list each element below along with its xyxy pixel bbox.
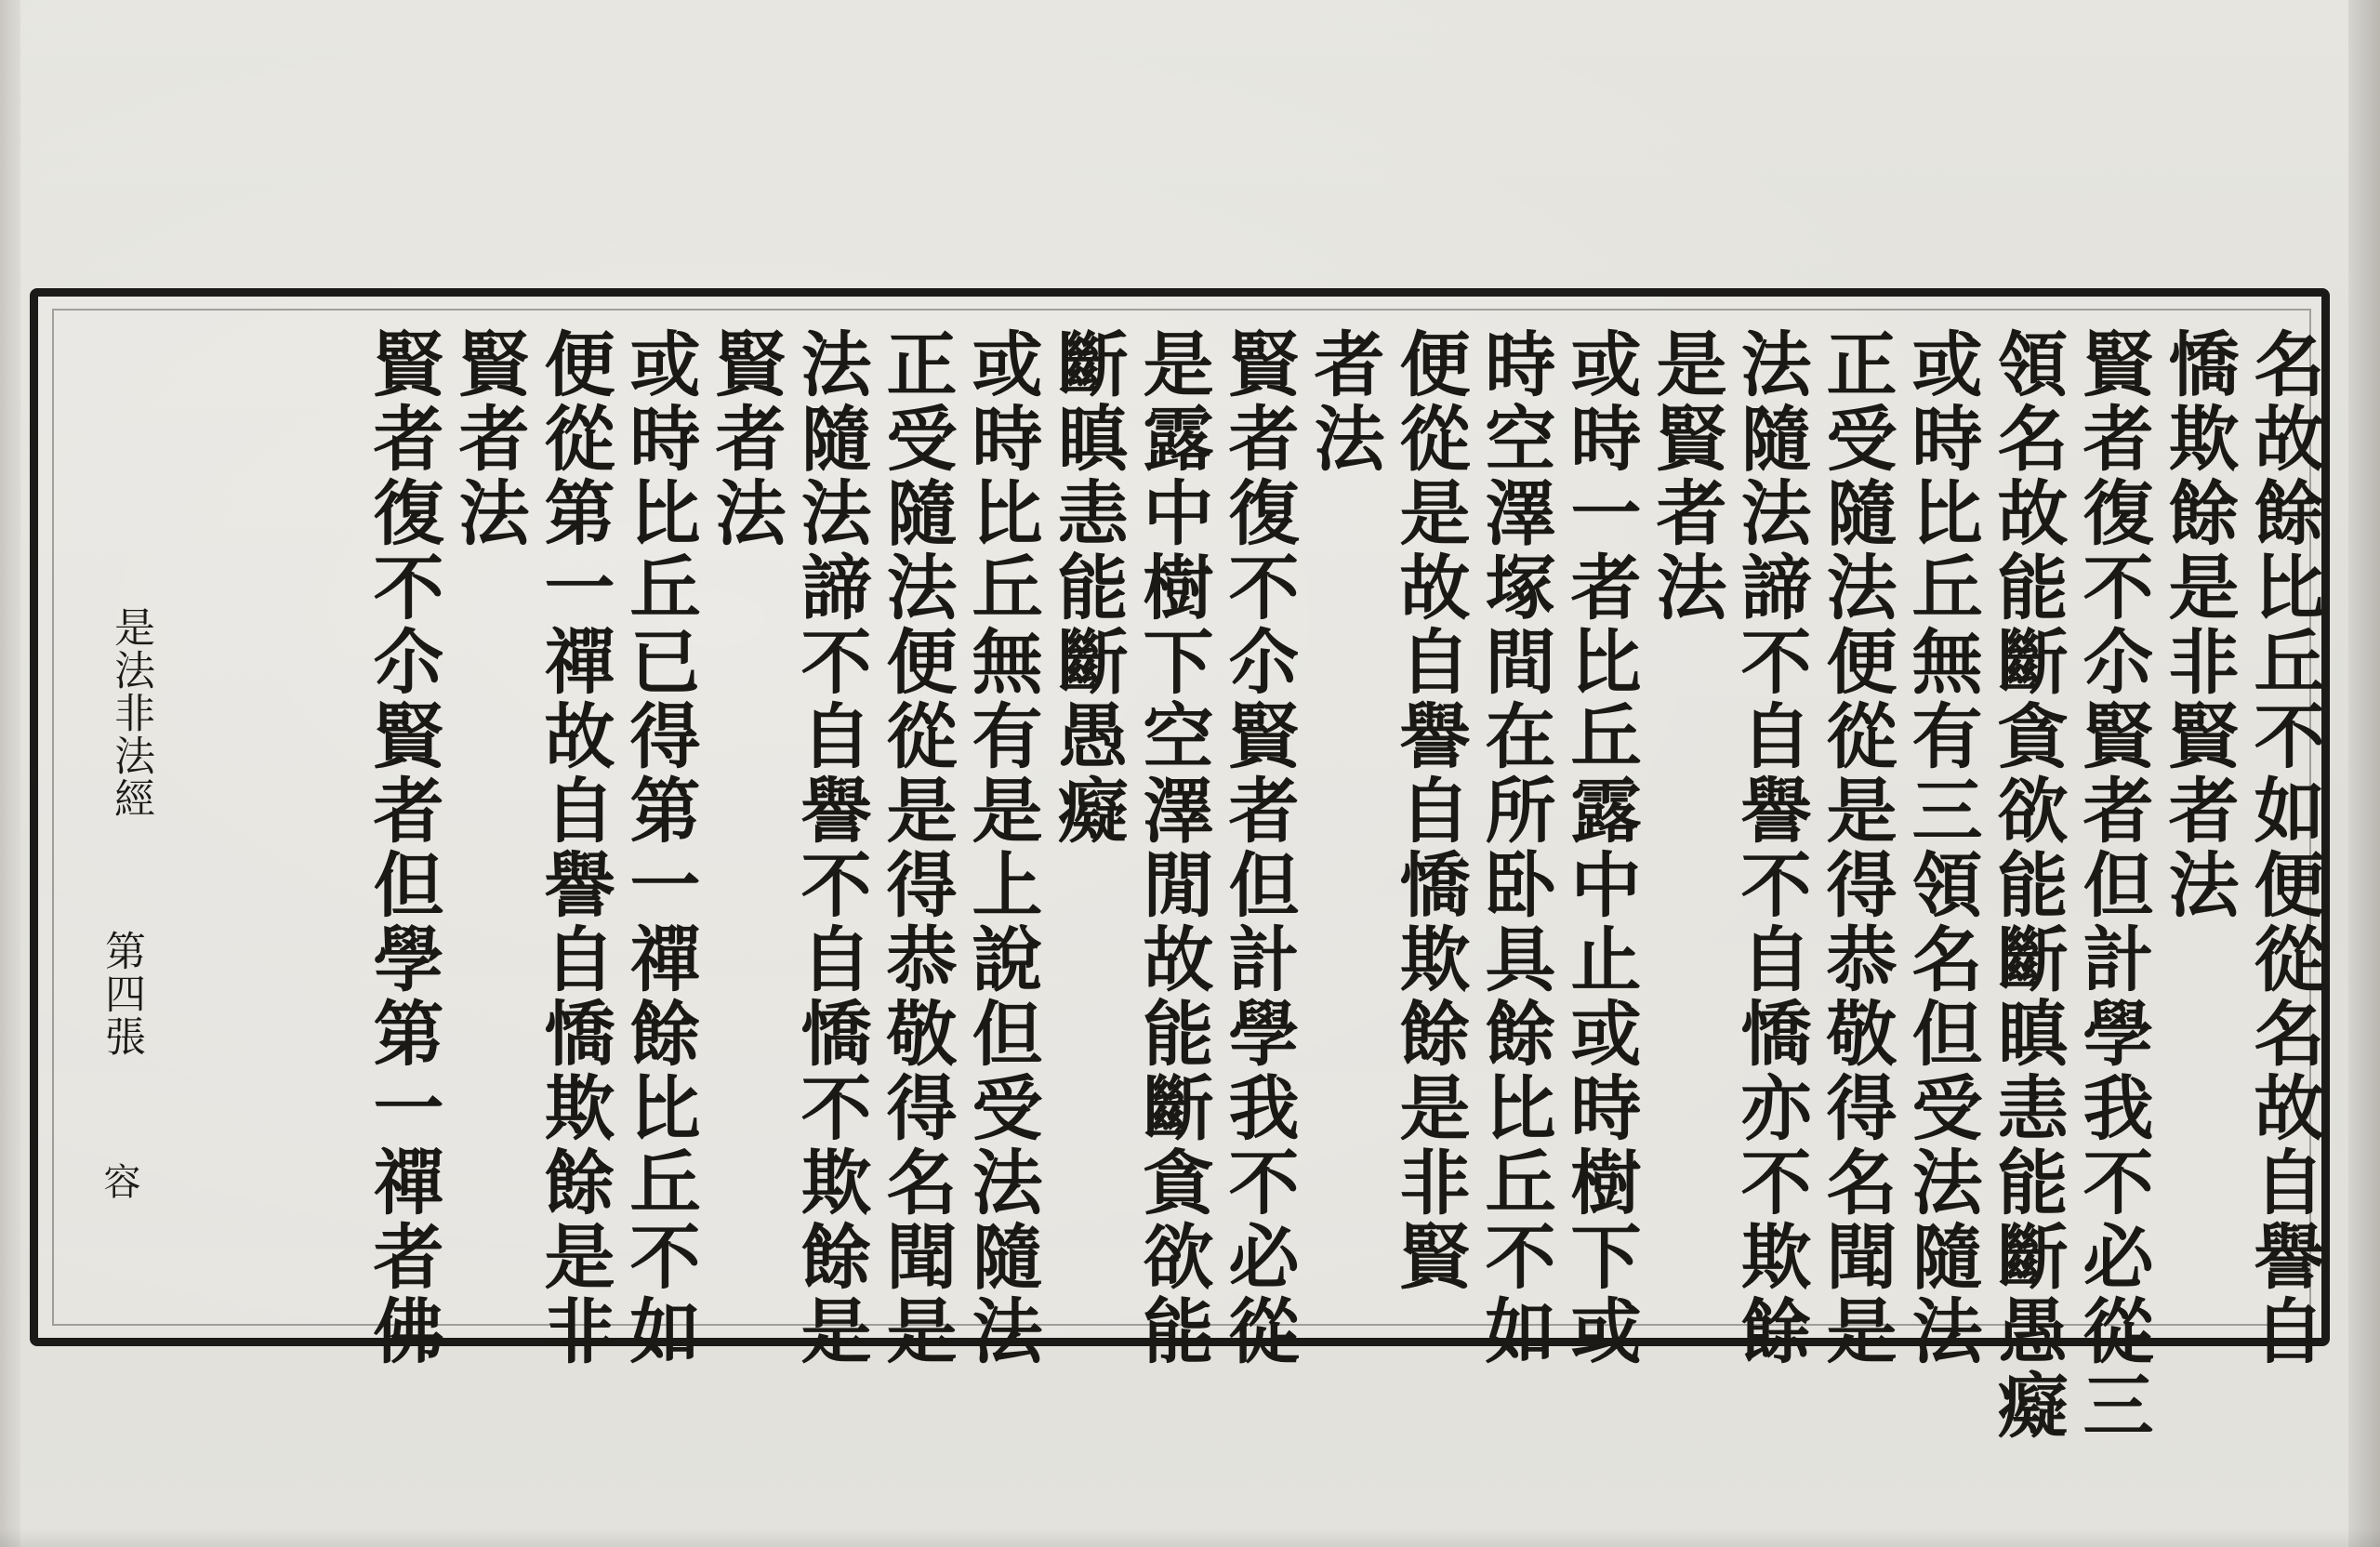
text-column-21: 便從第一禪故自譽自憍欺餘是非	[533, 327, 615, 1368]
text-column-3: 賢者復不尒賢者但計學我不必從三	[2071, 327, 2154, 1443]
text-column-7: 法隨法諦不自譽不自憍亦不欺餘	[1729, 327, 1812, 1368]
text-column-23: 賢者復不尒賢者但學第一禪者佛	[362, 327, 444, 1368]
text-column-2: 憍欺餘是非賢者法	[2157, 327, 2240, 922]
page-right-edge	[2348, 0, 2380, 1547]
text-column-1: 名故餘比丘不如便從名故自譽自	[2242, 327, 2325, 1368]
text-column-4: 領名故能斷貪欲能斷瞋恚能斷愚癡	[1986, 327, 2069, 1443]
text-column-9: 或時一者比丘露中止或時樹下或	[1559, 327, 1642, 1368]
margin-folio-number: 第四張	[98, 930, 145, 1058]
margin-sutra-title: 是法非法經	[107, 606, 154, 820]
text-column-13: 賢者復不尒賢者但計學我不必從	[1217, 327, 1300, 1368]
page-bottom-shadow	[0, 1528, 2380, 1547]
margin-volume-mark: 容	[98, 1162, 140, 1201]
page-left-edge	[0, 0, 20, 1547]
text-column-15: 斷瞋恚能斷愚癡	[1046, 327, 1129, 848]
text-column-12: 者法	[1302, 327, 1385, 476]
text-column-20: 或時比丘已得第一禪餘比丘不如	[618, 327, 701, 1368]
text-column-18: 法隨法諦不自譽不自憍不欺餘是	[789, 327, 872, 1368]
text-column-16: 或時比丘無有是上說但受法隨法	[960, 327, 1043, 1368]
text-column-5: 或時比丘無有三領名但受法隨法	[1900, 327, 1983, 1368]
text-column-6: 正受隨法便從是得恭敬得名聞是	[1815, 327, 1897, 1368]
text-column-11: 便從是故自譽自憍欺餘是非賢	[1388, 327, 1471, 1294]
text-column-17: 正受隨法便從是得恭敬得名聞是	[875, 327, 958, 1368]
text-column-22: 賢者法	[447, 327, 530, 550]
text-column-10: 時空澤塚間在所卧具餘比丘不如	[1474, 327, 1556, 1368]
text-column-8: 是賢者法	[1645, 327, 1727, 625]
text-column-19: 賢者法	[704, 327, 787, 550]
text-column-14: 是露中樹下空澤閒故能斷貪欲能	[1131, 327, 1214, 1368]
